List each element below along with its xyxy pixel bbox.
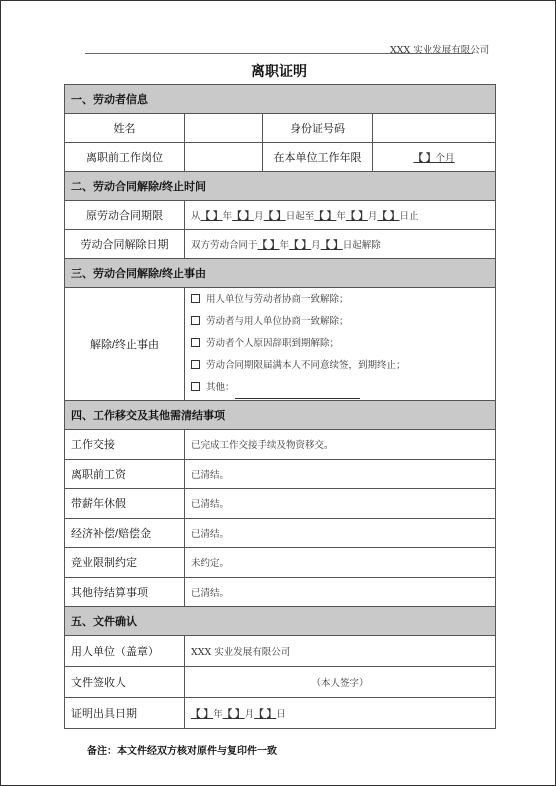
release-date-field[interactable]: 双方劳动合同于【 】年【 】月【 】日起解除 xyxy=(185,230,496,259)
company-header: XXX 实业发展有限公司 xyxy=(390,45,490,56)
checkbox-icon[interactable] xyxy=(191,360,200,369)
checkbox-icon[interactable] xyxy=(191,294,200,303)
handover-label: 经济补偿/赔偿金 xyxy=(65,518,185,548)
handover-value: 已完成工作交接手续及物资移交。 xyxy=(185,430,496,460)
handover-value: 已清结。 xyxy=(185,489,496,519)
handover-label: 其他待结算事项 xyxy=(65,577,185,607)
contract-term-field[interactable]: 从【 】年【 】月【 】日起至【 】年【 】月【 】日止 xyxy=(185,201,496,230)
section-title: 五、文件确认 xyxy=(65,607,496,636)
reason-option[interactable]: 劳动合同期限届满本人不同意续签，到期终止； xyxy=(191,355,489,377)
handover-value: 已清结。 xyxy=(185,577,496,607)
checkbox-icon[interactable] xyxy=(191,316,200,325)
section-title: 三、劳动合同解除/终止事由 xyxy=(65,259,496,288)
position-field[interactable] xyxy=(185,143,263,172)
header-rule xyxy=(85,53,473,54)
tenure-label: 在本单位工作年限 xyxy=(263,143,373,172)
section-header-worker-info xyxy=(65,85,496,114)
reason-label: 解除/终止事由 xyxy=(65,288,185,401)
id-number-field[interactable] xyxy=(373,114,496,143)
reason-option[interactable]: 劳动者与用人单位协商一致解除； xyxy=(191,311,489,333)
reason-options xyxy=(185,288,496,401)
signee-label: 文件签收人 xyxy=(65,667,185,698)
handover-value: 已清结。 xyxy=(185,459,496,489)
handover-row xyxy=(65,518,496,548)
contract-term-label: 原劳动合同期限 xyxy=(65,201,185,230)
reason-option-other[interactable]: 其他： xyxy=(191,377,489,399)
signature-field[interactable]: （本人签字） xyxy=(185,667,496,698)
document-title: 离职证明 xyxy=(251,63,307,79)
section-title: 四、工作移交及其他需清结事项 xyxy=(65,401,496,430)
handover-value: 已清结。 xyxy=(185,518,496,548)
employer-value: XXX 实业发展有限公司 xyxy=(185,636,496,667)
handover-label: 竞业限制约定 xyxy=(65,548,185,578)
handover-row xyxy=(65,430,496,460)
tenure-field[interactable]: 【 】个月 xyxy=(373,143,496,172)
issue-date-field[interactable]: 【 】年【 】月【 】日 xyxy=(185,698,496,729)
handover-row xyxy=(65,489,496,519)
section-header-confirmation xyxy=(65,607,496,636)
handover-value: 未约定。 xyxy=(185,548,496,578)
handover-label: 带薪年休假 xyxy=(65,489,185,519)
checkbox-icon[interactable] xyxy=(191,382,200,391)
section-header-termination-reason xyxy=(65,259,496,288)
name-field[interactable] xyxy=(185,114,263,143)
section-title: 一、劳动者信息 xyxy=(65,85,496,114)
section-header-termination-time xyxy=(65,172,496,201)
checkbox-icon[interactable] xyxy=(191,338,200,347)
reason-option[interactable]: 用人单位与劳动者协商一致解除； xyxy=(191,289,489,311)
other-reason-line[interactable] xyxy=(235,388,360,399)
footer-note: 备注：本文件经双方核对原件与复印件一致 xyxy=(87,746,277,757)
section-title: 二、劳动合同解除/终止时间 xyxy=(65,172,496,201)
id-number-label: 身份证号码 xyxy=(263,114,373,143)
issue-date-label: 证明出具日期 xyxy=(65,698,185,729)
handover-label: 工作交接 xyxy=(65,430,185,460)
handover-label: 离职前工资 xyxy=(65,459,185,489)
certificate-form xyxy=(64,84,496,729)
handover-row xyxy=(65,577,496,607)
section-header-handover xyxy=(65,401,496,430)
employer-label: 用人单位（盖章） xyxy=(65,636,185,667)
release-date-label: 劳动合同解除日期 xyxy=(65,230,185,259)
reason-option[interactable]: 劳动者个人原因辞职到期解除； xyxy=(191,333,489,355)
handover-row xyxy=(65,459,496,489)
position-label: 离职前工作岗位 xyxy=(65,143,185,172)
handover-row xyxy=(65,548,496,578)
name-label: 姓名 xyxy=(65,114,185,143)
tenure-unit: 个月 xyxy=(435,153,455,164)
